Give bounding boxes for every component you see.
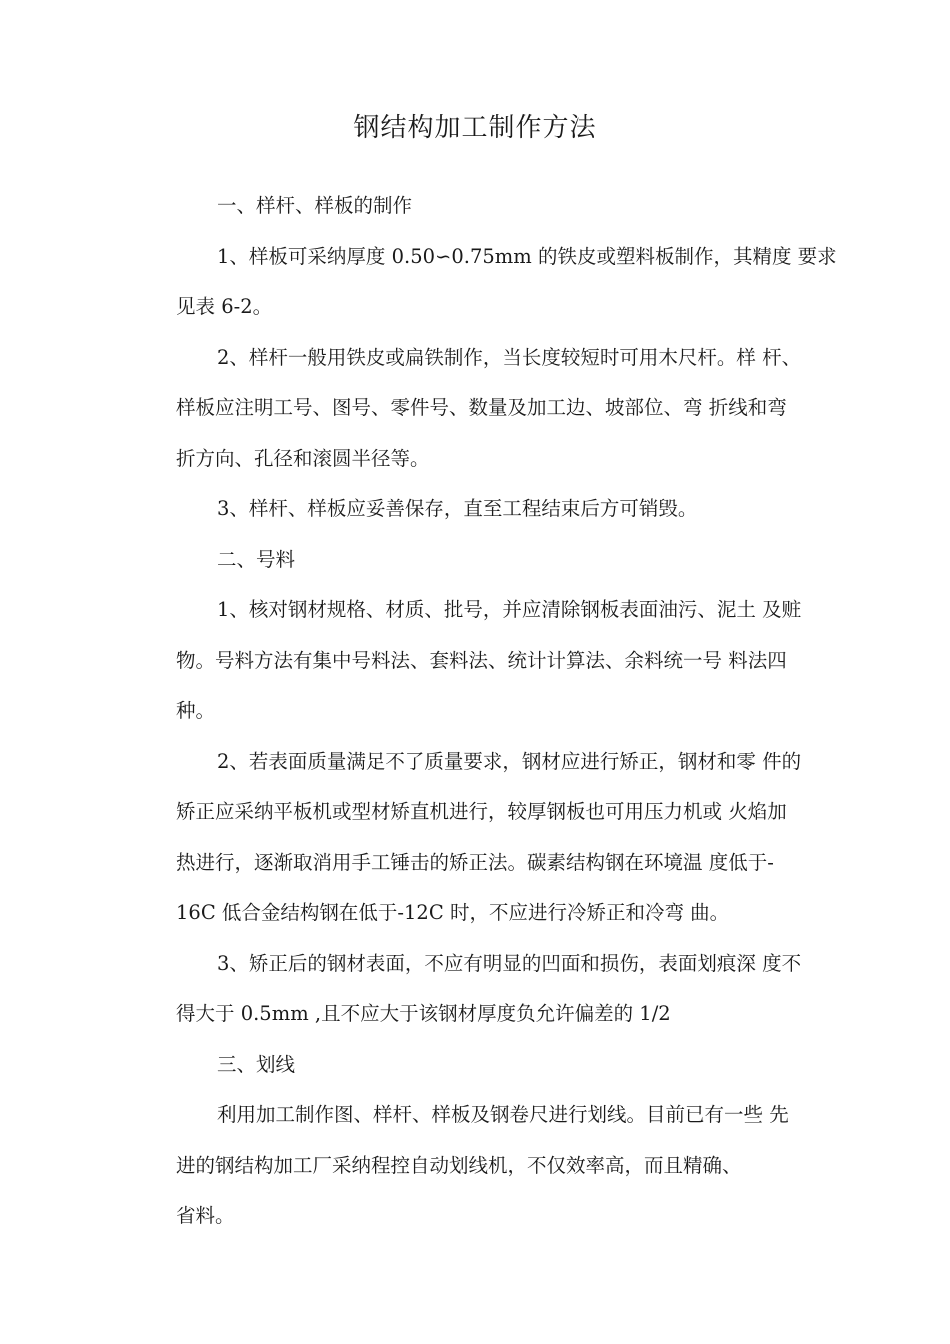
text-line: 3、矫正后的钢材表面，不应有明显的凹面和损伤，表面划痕深 度不 — [217, 951, 802, 975]
section-heading-2 — [137, 535, 823, 586]
text-line: 16C 低合金结构钢在低于-12C 时，不应进行冷矫正和冷弯 曲。 — [176, 901, 730, 924]
paragraph-2 — [137, 333, 823, 485]
text-line: 见表 6-2。 — [176, 295, 273, 318]
document-title: 钢结构加工制作方法 — [353, 113, 597, 143]
text-line: 三、划线 — [217, 1052, 296, 1076]
section-heading-3 — [137, 1040, 823, 1091]
text-line: 2、若表面质量满足不了质量要求，钢材应进行矫正，钢材和零 件的 — [217, 749, 802, 773]
text-line: 物。号料方法有集中号料法、套料法、统计计算法、余料统一号 料法四 — [176, 648, 787, 672]
paragraph-6 — [137, 939, 823, 1040]
paragraph-3 — [137, 484, 823, 535]
text-line: 2、样杆一般用铁皮或扁铁制作，当长度较短时可用木尺杆。样 杆、 — [217, 345, 802, 369]
text-line: 得大于 0.5mm ,且不应大于该钢材厚度负允许偏差的 1/2 — [176, 1002, 671, 1025]
paragraph-5 — [137, 737, 823, 939]
text-line: 3、样杆、样板应妥善保存，直至工程结束后方可销毁。 — [217, 497, 698, 520]
text-line: 省料。 — [176, 1204, 235, 1227]
section-heading-1 — [137, 181, 823, 232]
text-line: 矫正应采纳平板机或型材矫直机进行，较厚钢板也可用压力机或 火焰加 — [176, 800, 787, 823]
text-line: 进的钢结构加工厂采纳程控自动划线机，不仅效率高，而且精确、 — [176, 1153, 742, 1177]
text-line: 种。 — [176, 699, 216, 722]
paragraph-4 — [137, 585, 823, 737]
text-line: 二、号料 — [217, 547, 296, 571]
text-line: 1、核对钢材规格、材质、批号，并应清除钢板表面油污、泥土 及赃 — [217, 598, 802, 621]
document-body — [137, 181, 837, 1242]
paragraph-1 — [137, 232, 837, 333]
paragraph-7 — [137, 1090, 823, 1242]
text-line: 利用加工制作图、样杆、样板及钢卷尺进行划线。目前已有一些 先 — [217, 1103, 789, 1126]
text-line: 热进行，逐渐取消用手工锤击的矫正法。碳素结构钢在环境温 度低于- — [176, 850, 774, 874]
text-line: 样板应注明工号、图号、零件号、数量及加工边、坡部位、弯 折线和弯 — [176, 396, 787, 419]
text-line: 1、样板可采纳厚度 0.50∽0.75mm 的铁皮或塑料板制作，其精度 要求 — [217, 244, 837, 268]
text-line: 一、样杆、样板的制作 — [217, 194, 413, 217]
text-line: 折方向、孔径和滚圆半径等。 — [176, 446, 430, 470]
